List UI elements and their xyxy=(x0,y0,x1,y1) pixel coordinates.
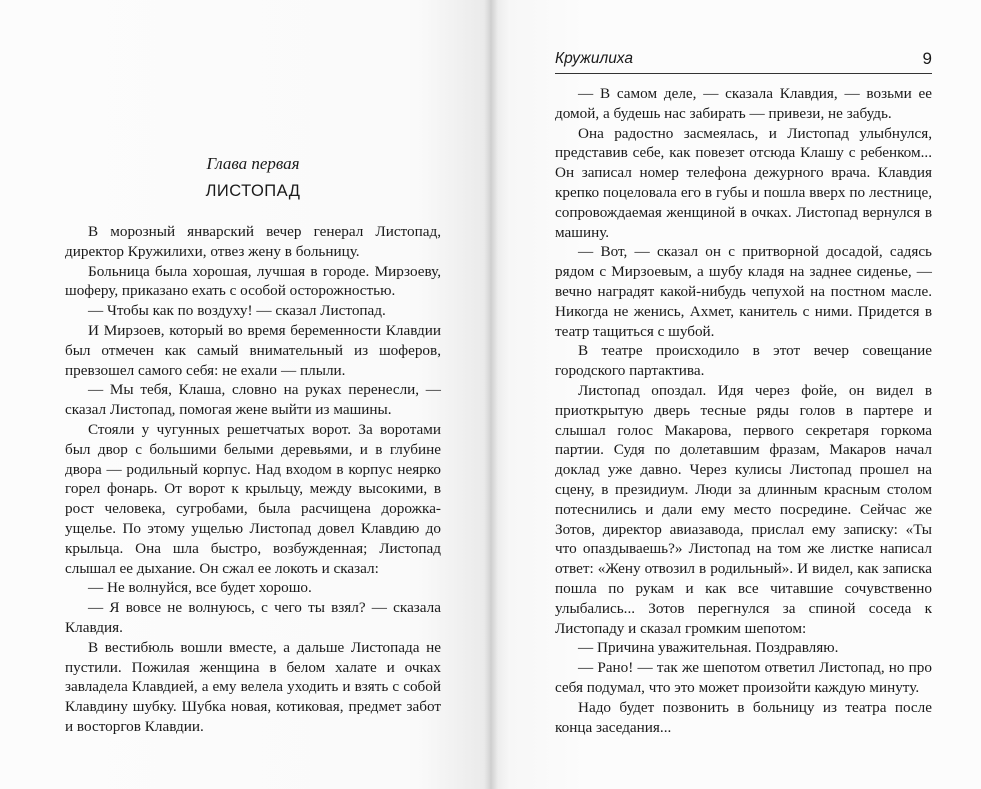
chapter-label: Глава первая xyxy=(206,154,300,173)
left-page-text xyxy=(65,222,441,737)
paragraph: — Причина уважительная. Поздравляю. xyxy=(578,639,839,657)
header-rule xyxy=(555,73,932,74)
paragraph: — Мы тебя, Клаша, словно на руках перенесли, — сказал Листопад, помогая жене выйти из машины. xyxy=(65,381,441,419)
paragraph: — Не волнуйся, все будет хорошо. xyxy=(88,579,312,597)
paragraph: В театре происходило в этот вечер совещание городского партактива. xyxy=(555,342,932,380)
paragraph: Стояли у чугунных решетчатых ворот. За воротами был двор с большими белыми деревьями, и в глубине двора — родильный корпус. Над входом в корпус неярко горел фонарь. От ворот к крыльцу, между высокими, в рост человека, сугробами, была расчищена дорожка-ущелье. По этому ущелью Листопад довел Клавдию до крыльца. Она шла быстро, возбужденная; Листопад слышал ее дыхание. Он сжал ее локоть и сказал: xyxy=(65,420,441,577)
book-gutter-shadow xyxy=(484,0,498,789)
chapter-title: ЛИСТОПАД xyxy=(205,182,301,200)
page-number: 9 xyxy=(922,49,932,68)
paragraph: — Рано! — так же шепотом ответил Листопад, но про себя подумал, что это может произойти каждую минуту. xyxy=(555,659,932,696)
paragraph: В вестибюль вошли вместе, а дальше Листопада не пустили. Пожилая женщина в белом халате и очках завладела Клавдией, а ему велела уходить и взять с собой Клавдину шубку. Шубка новая, котиковая, предмет забот и восторгов Клавдии. xyxy=(65,638,441,735)
paragraph: Листопад опоздал. Идя через фойе, он видел в приоткрытую дверь тесные ряды голов в партере и слышал голос Макарова, первого секретаря горкома партии. Судя по долетавшим фразам, Макаров начал доклад уже давно. Через кулисы Листопад прошел на сцену, в президиум. Люди за длинным красным столом потеснились и дали ему место посредине. Сейчас же Зотов, директор авиазавода, прислал ему записку: «Ты что опаздываешь?» Листопад на том же листке написал ответ: «Жену отвозил в родильный». И видел, как записка пошла по рукам и как все читавшие сочувственно улыбались... Зотов перегнулся за спиной соседа к Листопаду и сказал громким шепотом: xyxy=(555,381,932,637)
paragraph: — Я вовсе не волнуюсь, с чего ты взял? — сказала Клавдия. xyxy=(65,599,441,636)
paragraph: — Чтобы как по воздуху! — сказал Листопад. xyxy=(88,302,386,320)
paragraph: Больница была хорошая, лучшая в городе. Мирзоеву, шоферу, приказано ехать с особой осторожностью. xyxy=(65,262,441,300)
paragraph: И Мирзоев, который во время беременности Клавдии был отмечен как самый внимательный из шоферов, превзошел самого себя: не ехали — плыли. xyxy=(65,321,441,379)
paragraph: Она радостно засмеялась, и Листопад улыбнулся, представив себе, как повезет отсюда Клашу с ребенком... Он записал номер телефона дежурного врача. Клавдия крепко поцеловала его в губы и пошла вверх по лестнице, сопровождаемая женщиной в очках. Листопад вернулся в машину. xyxy=(555,124,932,241)
paragraph: — Вот, — сказал он с притворной досадой, садясь рядом с Мирзоевым, а шубу кладя на заднее сиденье, — вечно наградят какой-нибудь чепухой на постном масле. Никогда не женись, Ахмет, канитель с ними. Придется в театр тащиться с шубой. xyxy=(555,243,932,340)
paragraph: — В самом деле, — сказала Клавдия, — возьми ее домой, а будешь нас забирать — привези, не забудь. xyxy=(555,85,932,122)
paragraph: В морозный январский вечер генерал Листопад, директор Кружилихи, отвез жену в больницу. xyxy=(65,223,441,260)
right-page-text xyxy=(555,84,932,737)
paragraph: Надо будет позвонить в больницу из театра после конца заседания... xyxy=(555,698,932,736)
running-title: Кружилиха xyxy=(555,50,634,67)
